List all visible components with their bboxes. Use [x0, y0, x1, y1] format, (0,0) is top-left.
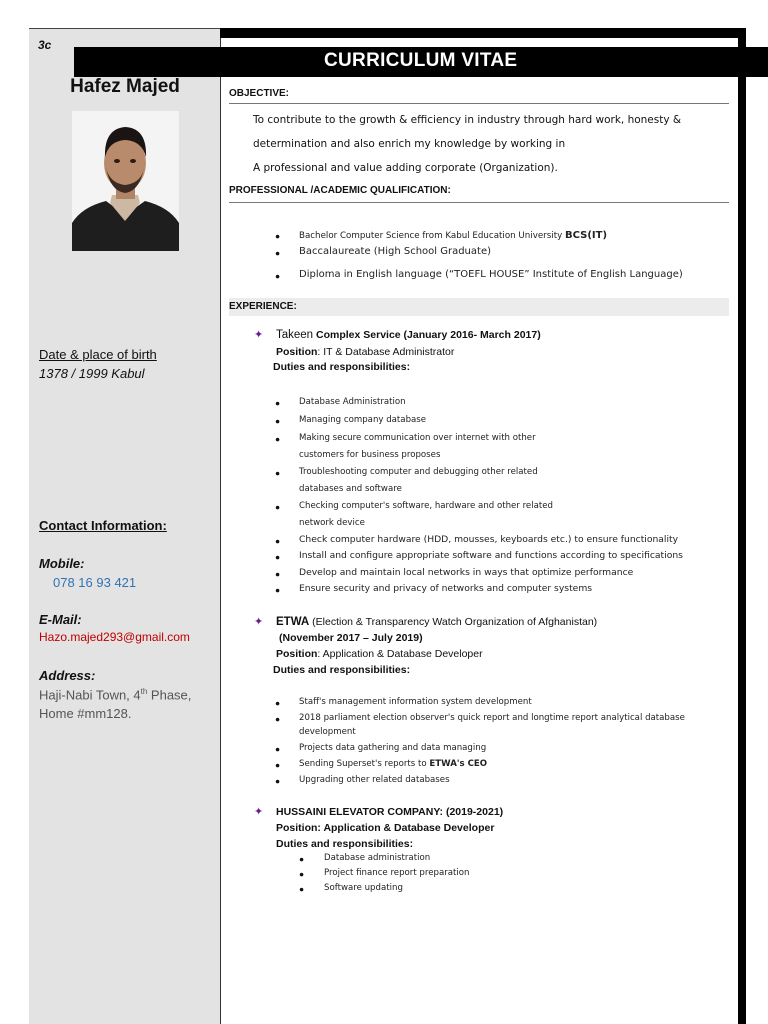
section-divider	[229, 202, 729, 203]
address-label: Address:	[39, 668, 96, 683]
job-dates: Complex Service (January 2016- March 2017)	[313, 329, 541, 341]
duty-item-cont: development	[299, 727, 356, 737]
duty-item: Check computer hardware (HDD, mousses, keyboards etc.) to ensure functionality	[299, 534, 679, 545]
page-border	[228, 38, 734, 46]
qualification-item: Baccalaureate (High School Graduate)	[299, 246, 491, 257]
duty-item: Database administration	[324, 853, 431, 863]
bullet: ●	[275, 231, 281, 241]
bullet: ●	[299, 869, 305, 879]
duty-item	[299, 759, 487, 769]
page-border	[220, 28, 740, 38]
objective-line: A professional and value adding corporate (Organization).	[253, 162, 558, 174]
qualification-item: Diploma in English language (“TOEFL HOUSE” Institute of English Language)	[299, 269, 683, 280]
qualification-heading: PROFESSIONAL /ACADEMIC QUALIFICATION:	[229, 185, 451, 196]
qualification-text: Bachelor Computer Science from Kabul Education University	[299, 231, 565, 241]
duty-item: Upgrading other related databases	[299, 775, 450, 785]
diamond-bullet-icon: ✦	[254, 616, 264, 628]
duty-item-cont: customers for business proposes	[299, 450, 441, 460]
duty-text: Sending Superset's reports to	[299, 759, 430, 769]
address-line-2: Home #mm128.	[39, 706, 132, 721]
address-line-1	[39, 687, 191, 702]
bullet: ●	[275, 698, 281, 708]
duty-item: Checking computer's software, hardware and other related	[299, 501, 553, 511]
bullet: ●	[275, 760, 281, 770]
bullet: ●	[299, 854, 305, 864]
diamond-bullet-icon: ✦	[254, 806, 264, 818]
dob-label: Date & place of birth	[39, 347, 157, 362]
duty-item: Software updating	[324, 883, 403, 893]
page-border	[738, 28, 746, 1024]
duty-item: Projects data gathering and data managing	[299, 743, 487, 753]
bullet: ●	[275, 714, 281, 724]
dob-value: 1378 / 1999 Kabul	[39, 366, 145, 381]
mobile-value[interactable]: 078 16 93 421	[53, 575, 137, 590]
objective-line: To contribute to the growth & efficiency in industry through hard work, honesty &	[253, 114, 682, 126]
job-position: Position: Application & Database Developer	[276, 822, 495, 834]
duties-heading: Duties and responsibilities:	[273, 664, 411, 676]
experience-heading: EXPERIENCE:	[229, 298, 729, 316]
job-position	[276, 346, 454, 358]
email-value[interactable]: Hazo.majed293@gmail.com	[39, 630, 190, 644]
page-tag: 3c	[38, 38, 52, 52]
bullet: ●	[275, 569, 281, 579]
bullet: ●	[275, 398, 281, 408]
duty-item: Project finance report preparation	[324, 868, 470, 878]
bullet: ●	[275, 776, 281, 786]
duty-item: Install and configure appropriate software and functions according to specifications	[299, 550, 683, 561]
job-title: HUSSAINI ELEVATOR COMPANY: (2019-2021)	[276, 806, 504, 818]
bullet: ●	[275, 744, 281, 754]
address-sup: th	[140, 687, 148, 696]
address-text: Haji-Nabi Town, 4	[39, 687, 141, 703]
duties-heading: Duties and responsibilities:	[276, 838, 414, 850]
company-name: ETWA	[276, 616, 310, 628]
bullet: ●	[299, 884, 305, 894]
person-name: Hafez Majed	[70, 76, 180, 97]
duties-heading: Duties and responsibilities:	[273, 361, 411, 373]
bullet: ●	[275, 536, 281, 546]
duty-item: Staff's management information system development	[299, 697, 532, 707]
page-border	[29, 28, 220, 29]
page-title: CURRICULUM VITAE	[324, 50, 518, 71]
duty-item: Troubleshooting computer and debugging other related	[299, 467, 538, 477]
job-position	[276, 648, 483, 660]
job-dates: (November 2017 – July 2019)	[279, 632, 423, 644]
duty-item-cont: network device	[299, 518, 365, 528]
objective-line: determination and also enrich my knowledge by working in	[253, 138, 566, 150]
job-title	[276, 329, 541, 341]
bullet: ●	[275, 248, 281, 258]
title-bar	[74, 47, 768, 77]
duty-item: Managing company database	[299, 415, 427, 425]
position-value: : Application & Database Developer	[317, 648, 483, 660]
duty-item-cont: databases and software	[299, 484, 402, 494]
qualification-degree: BCS(IT)	[565, 230, 608, 241]
contact-label: Contact Information:	[39, 518, 167, 533]
objective-heading: OBJECTIVE:	[229, 88, 290, 99]
mobile-label: Mobile:	[39, 556, 85, 571]
job-title	[276, 616, 597, 628]
bullet: ●	[275, 585, 281, 595]
position-value: : IT & Database Administrator	[317, 346, 455, 358]
address-text: Phase,	[147, 687, 192, 703]
duty-item: Ensure security and privacy of networks and computer systems	[299, 583, 593, 594]
bullet: ●	[275, 416, 281, 426]
position-label: Position	[276, 648, 318, 660]
duty-bold: ETWA's CEO	[429, 759, 488, 769]
bullet: ●	[275, 271, 281, 281]
company-name: Takeen	[276, 329, 314, 341]
company-fullname: (Election & Transparency Watch Organization of Afghanistan)	[309, 616, 598, 628]
duty-item: 2018 parliament election observer's quick report and longtime report analytical database	[299, 713, 685, 723]
profile-photo	[72, 111, 179, 251]
bullet: ●	[275, 552, 281, 562]
bullet: ●	[275, 434, 281, 444]
diamond-bullet-icon: ✦	[254, 329, 264, 341]
position-label: Position	[276, 346, 318, 358]
duty-item: Making secure communication over internet with other	[299, 433, 536, 443]
bullet: ●	[275, 468, 281, 478]
duty-item: Database Administration	[299, 397, 406, 407]
qualification-item	[299, 230, 607, 241]
bullet: ●	[275, 502, 281, 512]
duty-item: Develop and maintain local networks in ways that optimize performance	[299, 567, 634, 578]
section-divider	[229, 103, 729, 104]
email-label: E-Mail:	[39, 612, 82, 627]
